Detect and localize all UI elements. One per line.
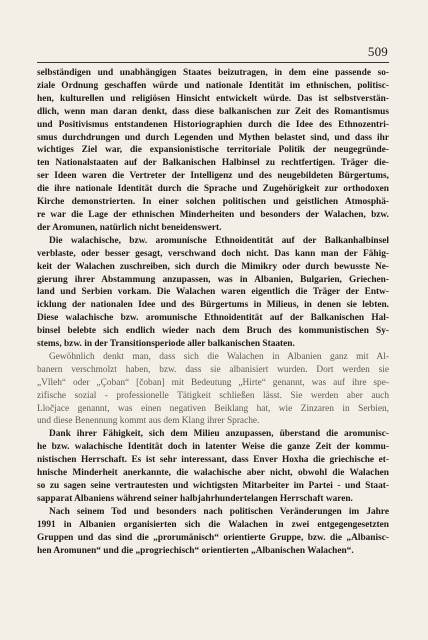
text-line: stems, bzw. in der Transitionsperiode aller balkanischen Staaten. — [37, 339, 295, 350]
text-line: keit der Walachen zuschreiben, sich durch die Mimikry oder durch bewusste Ne- — [37, 261, 389, 272]
text-line: die ihre nationale Identität durch die Sprache und Zugehörigkeit zur orthodoxen — [37, 184, 389, 195]
text-line: „Vlleh“ oder „Çoban“ [čoban] mit Bedeutung „Hirte“ genannt, was auf ihre spe- — [37, 377, 389, 388]
text-line: so zu sagen seine vertrautesten und wichtigsten Mitarbeiter im Partei - und Staat- — [37, 481, 389, 491]
text-line: gierung ihrer Abstammung anzupassen, was in Albanien, Bulgarien, Griechen- — [37, 274, 389, 285]
text-line: hnische Minderheit anerkannte, die walachische aber nicht, obwohl die Walachen — [37, 468, 389, 479]
text-line: Dank ihrer Fähigkeit, sich dem Milieu anzupassen, überstand die aromunisc- — [49, 429, 389, 440]
text-line: ten Nationalstaaten auf der Balkanischen Halbinsel zu rechtfertigen. Träger die- — [37, 158, 389, 169]
body-text — [37, 67, 389, 557]
text-line: re war die Lage der ethnischen Minderheiten und besonders der Walachen, bzw. — [37, 209, 389, 220]
text-line: Nach seinem Tod und besonders nach politischen Veränderungen im Jahre — [49, 506, 389, 517]
text-line: ser Ideen waren die Vertreter der Intelligenz und des neugebildeten Bürgertums, — [37, 171, 389, 182]
text-line: land und Serbien vorkam. Die Walachen waren eigentlich die Träger der Entw- — [37, 287, 389, 298]
text-line: Kirche demonstrierten. In einer solchen politischen und geistlichen Atmosphä- — [37, 197, 389, 208]
text-line: verblaste, oder besser gesagt, verschwand doch nicht. Das kann man der Fähig- — [37, 248, 389, 259]
text-line: ziale Ordnung geschaffen würde und nationale Identität im ethnischen, politisc- — [37, 80, 389, 91]
text-line: Die walachische, bzw. aromunische Ethnoidentität auf der Balkanhalbinsel — [49, 235, 389, 246]
paragraph — [37, 351, 389, 428]
text-line: Diese walachische bzw. aromunische Ethnoidentität auf der Balkanischen Hal- — [37, 313, 389, 324]
page-number: 509 — [367, 44, 388, 59]
text-line: banern verschmolzt haben, bzw. dass sie albanisiert wurden. Dort werden sie — [37, 364, 389, 375]
text-line: he bzw. walachische Identität doch in latenter Weise die ganze Zeit der kommu- — [37, 442, 389, 453]
paragraph — [37, 428, 389, 505]
text-line: zifische sozial - professionelle Tätigkeit schließen lässt. Sie werden aber auch — [37, 390, 389, 401]
text-line: binsel belebte sich endlich wieder nach dem Bruch des kommunistischen Sy- — [37, 326, 389, 337]
text-line: nistischen Herrschaft. Es ist sehr interessant, dass Enver Hoxha die griechische et- — [37, 455, 389, 466]
text-line: und diese Benennung kommt aus dem Klang ihrer Sprache. — [37, 416, 260, 427]
text-line: und Positivismus entstandenen Historiographien durch die Idee des Ethnozentri- — [37, 119, 389, 130]
paragraph — [37, 235, 389, 351]
paragraph — [37, 67, 389, 235]
text-line: wichtiges Ziel war, die expansionistische territoriale Politik der neugegründe- — [37, 145, 389, 156]
text-line: 1991 in Albanien organisierten sich die Walachen in zwei entgegengesetzten — [37, 519, 389, 530]
text-line: der Aromunen, natürlich nicht beneidenswert. — [37, 222, 222, 233]
header-rule — [37, 62, 389, 63]
text-line: dlich, wenn man daran denkt, dass diese balkanischen zur Zeit des Romantismus — [37, 106, 389, 117]
text-line: Gewöhnlich denkt man, dass sich die Walachen in Albanien ganz mit Al- — [49, 351, 389, 362]
text-line: hen Aromunen“ und die „progriechisch“ orientierten „Albanischen Walachen“. — [37, 545, 354, 556]
paragraph — [37, 506, 389, 558]
text-line: hen, kulturellen und religiösen Hinsicht entwickelt würde. Das ist selbstverstän- — [37, 93, 389, 104]
text-line: Lločjace genannt, was einen negativen Beiklang hat, wie Zinzaren in Serbien, — [37, 403, 389, 414]
text-line: icklung der nationalen Idee und des Bürgertums in Milieus, in denen sie lebten. — [37, 300, 389, 311]
text-line: Gruppen und das sind die „prorumänisch“ orientierte Gruppe, bzw. die „Albanisc- — [37, 532, 389, 543]
text-line: sapparat Albaniens während seiner halbjahrhundertelangen Herrschaft waren. — [37, 493, 353, 504]
text-line: selbständigen und unabhängigen Staates beizutragen, in dem eine passende so- — [37, 68, 389, 78]
text-line: smus durchdrungen und durch Legenden und Mythen belastet sind, und dass ihr — [37, 132, 389, 143]
